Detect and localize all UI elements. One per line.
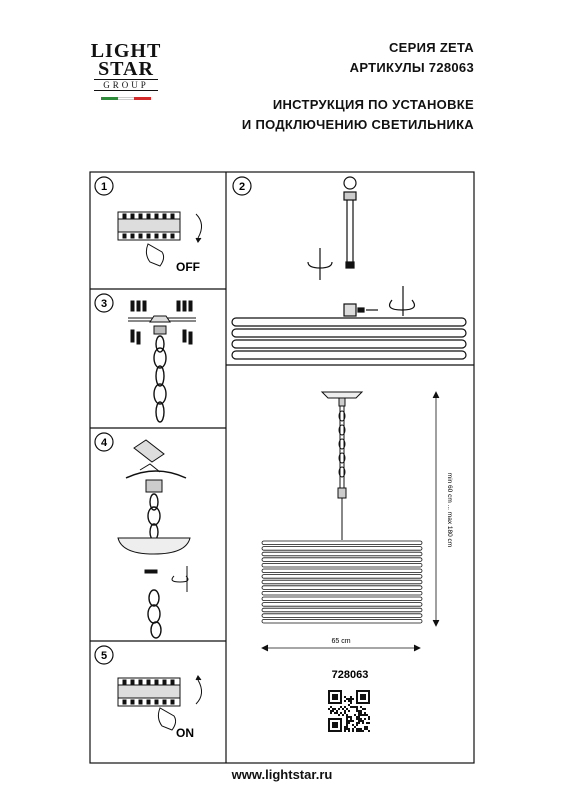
step-number-2: 2 (238, 181, 246, 193)
shade-slat (262, 580, 422, 584)
shade-slat (262, 569, 422, 573)
step-number-5: 5 (100, 650, 108, 662)
pendant-lamp-drawing (262, 392, 422, 623)
step-number-4: 4 (100, 437, 108, 449)
shade-slat (262, 597, 422, 601)
canopy-chain-icon (118, 440, 190, 638)
rod-assembly-icon (232, 177, 466, 359)
chain-step3 (154, 336, 166, 422)
shade-slat (262, 575, 422, 579)
step-circle-5 (95, 646, 113, 664)
website-url[interactable]: www.lightstar.ru (231, 767, 333, 782)
diagram-frame (90, 172, 474, 763)
shade-slat (262, 608, 422, 612)
shade-slat (262, 591, 422, 595)
instruction-title-line1: ИНСТРУКЦИЯ ПО УСТАНОВКЕ (272, 97, 474, 112)
shade-slat (262, 603, 422, 607)
article-code: 728063 (331, 669, 369, 681)
shade-slat (262, 558, 422, 562)
shade-slat (262, 563, 422, 567)
brand-line1: LIGHT (90, 40, 162, 62)
height-dimension-label: min 60 cm ... max 180 cm (446, 472, 453, 548)
step-number-3: 3 (100, 298, 108, 310)
step-circle-1 (95, 177, 113, 195)
width-dimension-line (262, 645, 420, 651)
qr-code-icon (328, 690, 370, 732)
shade-slat (262, 619, 422, 623)
instruction-title-line2: И ПОДКЛЮЧЕНИЮ СВЕТИЛЬНИКА (241, 117, 474, 132)
breaker-off-icon (118, 212, 202, 266)
shade-slat (262, 586, 422, 590)
brand-line3: GROUP (94, 79, 158, 91)
shade-slat (262, 552, 422, 556)
step-circle-2 (233, 177, 251, 195)
shade-slat (262, 547, 422, 551)
width-dimension-label: 65 cm (331, 638, 351, 645)
off-label: OFF (176, 260, 200, 274)
step-circle-3 (95, 294, 113, 312)
breaker-on-icon (118, 676, 202, 730)
step-circle-4 (95, 433, 113, 451)
on-label: ON (176, 726, 194, 740)
articles-label: АРТИКУЛЫ 728063 (349, 60, 474, 75)
shade-slat (262, 614, 422, 618)
step-number-1: 1 (100, 181, 108, 193)
height-dimension-line (433, 392, 439, 626)
series-label: СЕРИЯ ZETA (388, 40, 474, 55)
brand-line2: STAR (98, 58, 154, 80)
shade-slat (262, 541, 422, 545)
